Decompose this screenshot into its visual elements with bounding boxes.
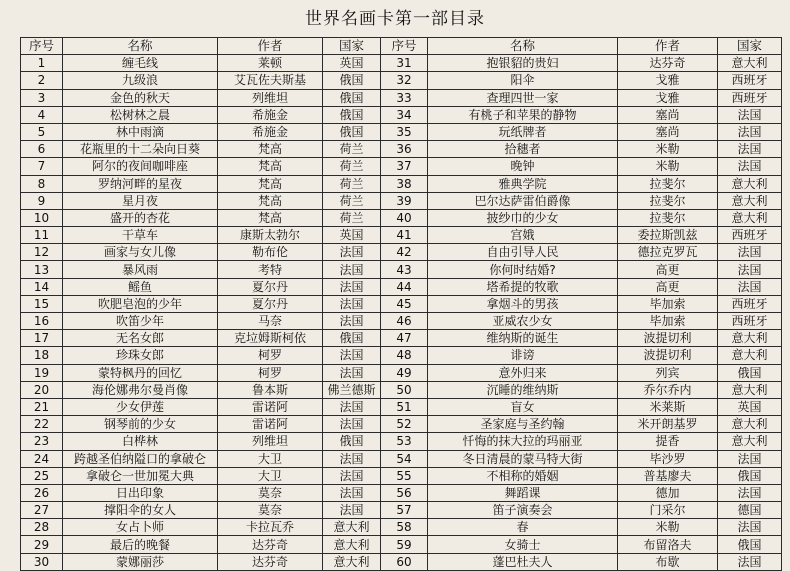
cell-index: 37 <box>381 158 428 175</box>
cell-artist: 德拉克罗瓦 <box>618 244 718 261</box>
cell-index: 25 <box>21 467 63 484</box>
cell-artist: 普基廖夫 <box>618 467 718 484</box>
cell-artist: 门采尔 <box>618 502 718 519</box>
cell-title: 白桦林 <box>63 433 218 450</box>
cell-title: 塔希提的牧歌 <box>428 278 618 295</box>
cell-artist: 米勒 <box>618 519 718 536</box>
cell-country: 俄国 <box>323 433 381 450</box>
cell-title: 笛子演奏会 <box>428 502 618 519</box>
cell-country: 法国 <box>323 416 381 433</box>
cell-artist: 大卫 <box>218 467 323 484</box>
cell-index: 32 <box>381 72 428 89</box>
cell-title: 巴尔达萨雷伯爵像 <box>428 192 618 209</box>
cell-artist: 高更 <box>618 278 718 295</box>
cell-title: 蓬巴杜夫人 <box>428 553 618 570</box>
cell-country: 法国 <box>323 313 381 330</box>
cell-artist: 康斯太勃尔 <box>218 227 323 244</box>
cell-artist: 塞尚 <box>618 106 718 123</box>
cell-artist: 委拉斯凯兹 <box>618 227 718 244</box>
cell-title: 女占卜师 <box>63 519 218 536</box>
cell-title: 海伦娜弗尔曼肖像 <box>63 381 218 398</box>
cell-country: 西班牙 <box>718 89 782 106</box>
cell-artist: 卡拉瓦乔 <box>218 519 323 536</box>
cell-index: 33 <box>381 89 428 106</box>
cell-index: 6 <box>21 141 63 158</box>
cell-title: 舞蹈课 <box>428 484 618 501</box>
cell-country: 法国 <box>718 261 782 278</box>
cell-index: 48 <box>381 347 428 364</box>
cell-index: 20 <box>21 381 63 398</box>
cell-artist: 米勒 <box>618 141 718 158</box>
cell-artist: 戈雅 <box>618 89 718 106</box>
cell-title: 干草车 <box>63 227 218 244</box>
cell-artist: 毕沙罗 <box>618 450 718 467</box>
cell-index: 7 <box>21 158 63 175</box>
cell-title: 钢琴前的少女 <box>63 416 218 433</box>
cell-artist: 考特 <box>218 261 323 278</box>
cell-artist: 布留洛夫 <box>618 536 718 553</box>
cell-index: 57 <box>381 502 428 519</box>
table-row <box>21 123 782 140</box>
cell-country: 意大利 <box>718 175 782 192</box>
cell-title: 蒙娜丽莎 <box>63 553 218 570</box>
cell-country: 意大利 <box>718 381 782 398</box>
table-row <box>21 295 782 312</box>
cell-index: 44 <box>381 278 428 295</box>
cell-artist: 艾瓦佐夫斯基 <box>218 72 323 89</box>
cell-title: 晚钟 <box>428 158 618 175</box>
cell-title: 花瓶里的十二朵向日葵 <box>63 141 218 158</box>
header-country: 国家 <box>323 38 381 55</box>
cell-index: 53 <box>381 433 428 450</box>
cell-title: 暴风雨 <box>63 261 218 278</box>
table-row <box>21 398 782 415</box>
cell-title: 诽谤 <box>428 347 618 364</box>
cell-artist: 梵高 <box>218 209 323 226</box>
cell-country: 意大利 <box>718 416 782 433</box>
cell-country: 意大利 <box>718 330 782 347</box>
cell-country: 意大利 <box>718 347 782 364</box>
cell-artist: 达芬奇 <box>218 553 323 570</box>
cell-artist: 克垃姆斯柯依 <box>218 330 323 347</box>
cell-country: 意大利 <box>323 553 381 570</box>
cell-title: 意外归来 <box>428 364 618 381</box>
cell-index: 29 <box>21 536 63 553</box>
table-row <box>21 467 782 484</box>
cell-index: 10 <box>21 209 63 226</box>
table-row <box>21 158 782 175</box>
cell-index: 47 <box>381 330 428 347</box>
cell-index: 43 <box>381 261 428 278</box>
table-row <box>21 227 782 244</box>
cell-title: 吹笛少年 <box>63 313 218 330</box>
cell-index: 26 <box>21 484 63 501</box>
header-title: 名称 <box>63 38 218 55</box>
cell-artist: 布歇 <box>618 553 718 570</box>
cell-title: 阳伞 <box>428 72 618 89</box>
cell-index: 3 <box>21 89 63 106</box>
cell-artist: 米莱斯 <box>618 398 718 415</box>
cell-artist: 莱顿 <box>218 55 323 72</box>
cell-index: 14 <box>21 278 63 295</box>
header-index: 序号 <box>381 38 428 55</box>
cell-artist: 波提切利 <box>618 330 718 347</box>
cell-country: 俄国 <box>323 123 381 140</box>
cell-country: 意大利 <box>718 433 782 450</box>
cell-artist: 拉斐尔 <box>618 175 718 192</box>
cell-title: 亚威农少女 <box>428 313 618 330</box>
cell-index: 9 <box>21 192 63 209</box>
cell-index: 42 <box>381 244 428 261</box>
cell-artist: 拉斐尔 <box>618 192 718 209</box>
cell-index: 54 <box>381 450 428 467</box>
table-row <box>21 141 782 158</box>
cell-title: 珍珠女郎 <box>63 347 218 364</box>
table-row <box>21 347 782 364</box>
cell-title: 女骑士 <box>428 536 618 553</box>
table-row <box>21 364 782 381</box>
cell-title: 少女伊莲 <box>63 398 218 415</box>
cell-title: 抱银貂的贵妇 <box>428 55 618 72</box>
table-row <box>21 553 782 570</box>
cell-title: 缠毛线 <box>63 55 218 72</box>
cell-artist: 乔尔乔内 <box>618 381 718 398</box>
cell-artist: 希施金 <box>218 123 323 140</box>
cell-artist: 拉斐尔 <box>618 209 718 226</box>
cell-country: 俄国 <box>323 330 381 347</box>
cell-title: 沉睡的维纳斯 <box>428 381 618 398</box>
table-row <box>21 433 782 450</box>
cell-index: 28 <box>21 519 63 536</box>
cell-artist: 莫奈 <box>218 484 323 501</box>
cell-artist: 雷诺阿 <box>218 398 323 415</box>
cell-artist: 梵高 <box>218 192 323 209</box>
table-row <box>21 192 782 209</box>
cell-title: 忏悔的抹大拉的玛丽亚 <box>428 433 618 450</box>
cell-title: 拿破仑一世加冕大典 <box>63 467 218 484</box>
cell-country: 荷兰 <box>323 192 381 209</box>
cell-artist: 希施金 <box>218 106 323 123</box>
cell-artist: 达芬奇 <box>218 536 323 553</box>
cell-index: 4 <box>21 106 63 123</box>
cell-country: 荷兰 <box>323 158 381 175</box>
cell-artist: 梵高 <box>218 158 323 175</box>
cell-index: 36 <box>381 141 428 158</box>
cell-title: 雅典学院 <box>428 175 618 192</box>
cell-title: 松树林之晨 <box>63 106 218 123</box>
cell-index: 35 <box>381 123 428 140</box>
cell-country: 法国 <box>718 450 782 467</box>
cell-country: 俄国 <box>718 364 782 381</box>
cell-index: 12 <box>21 244 63 261</box>
cell-country: 英国 <box>323 55 381 72</box>
cell-index: 55 <box>381 467 428 484</box>
cell-index: 30 <box>21 553 63 570</box>
cell-country: 法国 <box>718 123 782 140</box>
header-artist: 作者 <box>618 38 718 55</box>
cell-title: 阿尔的夜间咖啡座 <box>63 158 218 175</box>
cell-country: 法国 <box>718 141 782 158</box>
cell-index: 56 <box>381 484 428 501</box>
cell-artist: 米勒 <box>618 158 718 175</box>
cell-title: 披纱巾的少女 <box>428 209 618 226</box>
cell-index: 31 <box>381 55 428 72</box>
table-row <box>21 484 782 501</box>
cell-index: 27 <box>21 502 63 519</box>
cell-index: 51 <box>381 398 428 415</box>
cell-artist: 梵高 <box>218 175 323 192</box>
cell-artist: 毕加索 <box>618 295 718 312</box>
table-row <box>21 381 782 398</box>
cell-index: 38 <box>381 175 428 192</box>
table-header-row <box>21 38 782 55</box>
cell-index: 5 <box>21 123 63 140</box>
cell-index: 8 <box>21 175 63 192</box>
cell-artist: 米开朗基罗 <box>618 416 718 433</box>
table-row <box>21 416 782 433</box>
cell-country: 意大利 <box>718 209 782 226</box>
cell-index: 50 <box>381 381 428 398</box>
cell-country: 俄国 <box>718 536 782 553</box>
cell-index: 59 <box>381 536 428 553</box>
table-row <box>21 72 782 89</box>
cell-country: 俄国 <box>323 89 381 106</box>
cell-artist: 勒布伦 <box>218 244 323 261</box>
cell-title: 宫娥 <box>428 227 618 244</box>
cell-country: 西班牙 <box>718 295 782 312</box>
cell-artist: 莫奈 <box>218 502 323 519</box>
header-country: 国家 <box>718 38 782 55</box>
cell-index: 40 <box>381 209 428 226</box>
cell-country: 法国 <box>323 502 381 519</box>
cell-title: 最后的晚餐 <box>63 536 218 553</box>
cell-title: 冬日清晨的蒙马特大街 <box>428 450 618 467</box>
cell-title: 查理四世一家 <box>428 89 618 106</box>
cell-country: 俄国 <box>323 106 381 123</box>
cell-country: 德国 <box>718 502 782 519</box>
cell-artist: 雷诺阿 <box>218 416 323 433</box>
cell-country: 英国 <box>718 398 782 415</box>
table-row <box>21 209 782 226</box>
cell-country: 荷兰 <box>323 175 381 192</box>
cell-country: 法国 <box>718 519 782 536</box>
cell-country: 西班牙 <box>718 313 782 330</box>
cell-country: 西班牙 <box>718 72 782 89</box>
table-row <box>21 536 782 553</box>
cell-country: 法国 <box>323 450 381 467</box>
cell-title: 林中雨滴 <box>63 123 218 140</box>
cell-country: 法国 <box>323 484 381 501</box>
cell-title: 蒙特枫丹的回忆 <box>63 364 218 381</box>
cell-country: 法国 <box>323 347 381 364</box>
cell-artist: 大卫 <box>218 450 323 467</box>
cell-index: 19 <box>21 364 63 381</box>
cell-country: 法国 <box>718 158 782 175</box>
cell-artist: 戈雅 <box>618 72 718 89</box>
cell-title: 无名女郎 <box>63 330 218 347</box>
cell-country: 意大利 <box>323 536 381 553</box>
cell-country: 法国 <box>718 484 782 501</box>
cell-country: 法国 <box>718 278 782 295</box>
cell-country: 意大利 <box>323 519 381 536</box>
cell-title: 有桃子和苹果的静物 <box>428 106 618 123</box>
cell-country: 俄国 <box>718 467 782 484</box>
cell-artist: 梵高 <box>218 141 323 158</box>
cell-country: 法国 <box>323 244 381 261</box>
cell-country: 法国 <box>323 261 381 278</box>
cell-artist: 毕加索 <box>618 313 718 330</box>
cell-title: 你何时结婚? <box>428 261 618 278</box>
table-row <box>21 502 782 519</box>
cell-title: 跨越圣伯纳隘口的拿破仑 <box>63 450 218 467</box>
cell-artist: 马奈 <box>218 313 323 330</box>
cell-title: 自由引导人民 <box>428 244 618 261</box>
catalog-table-body <box>21 38 782 571</box>
cell-country: 荷兰 <box>323 141 381 158</box>
cell-title: 玩纸牌者 <box>428 123 618 140</box>
cell-title: 盲女 <box>428 398 618 415</box>
table-row <box>21 519 782 536</box>
cell-artist: 高更 <box>618 261 718 278</box>
cell-title: 撑阳伞的女人 <box>63 502 218 519</box>
cell-country: 法国 <box>323 278 381 295</box>
cell-index: 21 <box>21 398 63 415</box>
cell-title: 画家与女儿像 <box>63 244 218 261</box>
cell-country: 英国 <box>323 227 381 244</box>
cell-title: 星月夜 <box>63 192 218 209</box>
cell-country: 法国 <box>718 244 782 261</box>
cell-country: 意大利 <box>718 192 782 209</box>
table-row <box>21 55 782 72</box>
cell-artist: 列维坦 <box>218 433 323 450</box>
cell-index: 34 <box>381 106 428 123</box>
cell-title: 鳐鱼 <box>63 278 218 295</box>
cell-artist: 达芬奇 <box>618 55 718 72</box>
cell-country: 法国 <box>718 553 782 570</box>
cell-artist: 夏尔丹 <box>218 278 323 295</box>
table-row <box>21 175 782 192</box>
cell-title: 日出印象 <box>63 484 218 501</box>
cell-artist: 柯罗 <box>218 364 323 381</box>
cell-index: 13 <box>21 261 63 278</box>
cell-title: 圣家庭与圣约翰 <box>428 416 618 433</box>
cell-title: 拿烟斗的男孩 <box>428 295 618 312</box>
cell-artist: 列维坦 <box>218 89 323 106</box>
table-row <box>21 278 782 295</box>
cell-index: 23 <box>21 433 63 450</box>
cell-index: 41 <box>381 227 428 244</box>
catalog-table <box>20 37 782 571</box>
cell-country: 佛兰德斯 <box>323 381 381 398</box>
cell-title: 罗纳河畔的星夜 <box>63 175 218 192</box>
table-row <box>21 89 782 106</box>
cell-index: 17 <box>21 330 63 347</box>
cell-index: 45 <box>381 295 428 312</box>
table-row <box>21 106 782 123</box>
cell-index: 15 <box>21 295 63 312</box>
header-artist: 作者 <box>218 38 323 55</box>
header-title: 名称 <box>428 38 618 55</box>
cell-country: 法国 <box>323 467 381 484</box>
table-row <box>21 261 782 278</box>
cell-artist: 列宾 <box>618 364 718 381</box>
cell-country: 意大利 <box>718 55 782 72</box>
cell-index: 22 <box>21 416 63 433</box>
cell-artist: 德加 <box>618 484 718 501</box>
cell-index: 18 <box>21 347 63 364</box>
cell-index: 11 <box>21 227 63 244</box>
cell-title: 不相称的婚姻 <box>428 467 618 484</box>
cell-artist: 鲁本斯 <box>218 381 323 398</box>
cell-country: 法国 <box>323 398 381 415</box>
header-index: 序号 <box>21 38 63 55</box>
cell-index: 1 <box>21 55 63 72</box>
cell-country: 荷兰 <box>323 209 381 226</box>
cell-index: 58 <box>381 519 428 536</box>
cell-title: 吹肥皂泡的少年 <box>63 295 218 312</box>
cell-country: 法国 <box>323 364 381 381</box>
cell-index: 46 <box>381 313 428 330</box>
cell-index: 24 <box>21 450 63 467</box>
table-row <box>21 330 782 347</box>
cell-country: 法国 <box>718 106 782 123</box>
cell-title: 金色的秋天 <box>63 89 218 106</box>
cell-index: 2 <box>21 72 63 89</box>
cell-artist: 柯罗 <box>218 347 323 364</box>
cell-artist: 夏尔丹 <box>218 295 323 312</box>
table-row <box>21 450 782 467</box>
cell-title: 盛开的杏花 <box>63 209 218 226</box>
cell-index: 16 <box>21 313 63 330</box>
cell-index: 39 <box>381 192 428 209</box>
cell-country: 俄国 <box>323 72 381 89</box>
table-row <box>21 313 782 330</box>
cell-title: 维纳斯的诞生 <box>428 330 618 347</box>
table-row <box>21 244 782 261</box>
cell-artist: 塞尚 <box>618 123 718 140</box>
cell-country: 西班牙 <box>718 227 782 244</box>
cell-artist: 提香 <box>618 433 718 450</box>
cell-title: 拾穗者 <box>428 141 618 158</box>
cell-country: 法国 <box>323 295 381 312</box>
cell-index: 60 <box>381 553 428 570</box>
cell-title: 春 <box>428 519 618 536</box>
cell-artist: 波提切利 <box>618 347 718 364</box>
page-title: 世界名画卡第一部目录 <box>305 9 485 29</box>
cell-index: 49 <box>381 364 428 381</box>
cell-index: 52 <box>381 416 428 433</box>
cell-title: 九级浪 <box>63 72 218 89</box>
